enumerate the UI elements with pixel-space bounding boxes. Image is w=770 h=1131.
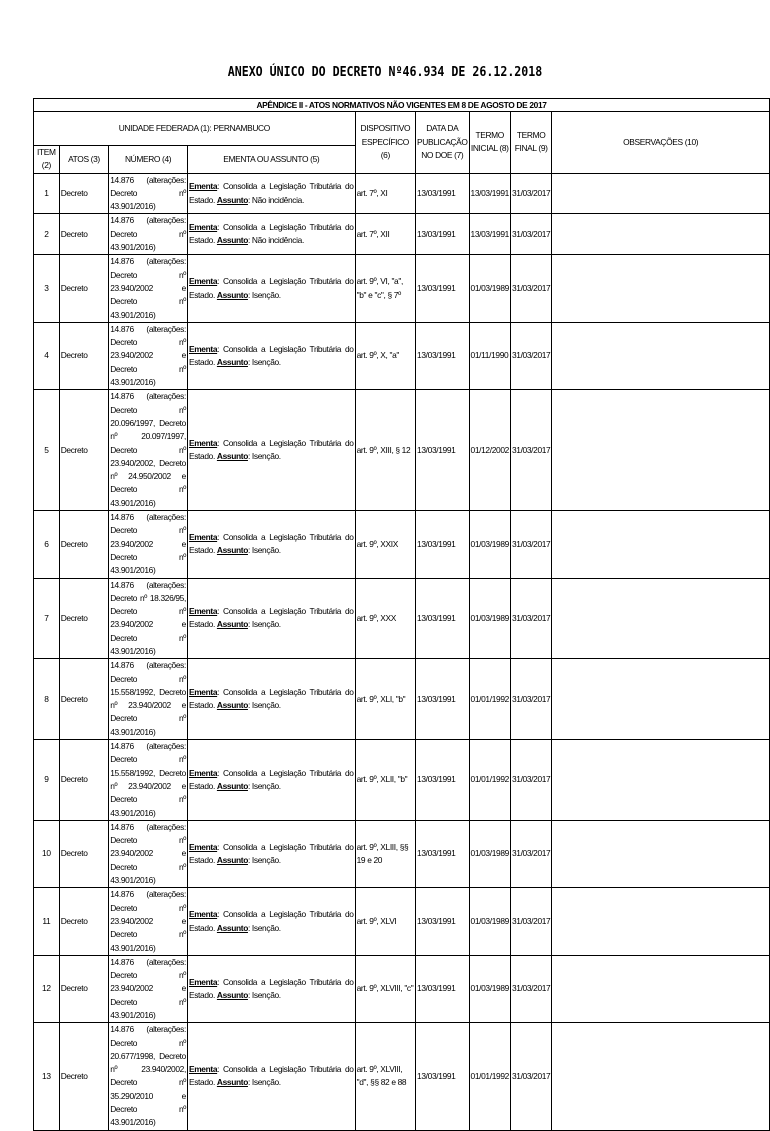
- termo-final-cell: 31/03/2017: [510, 820, 551, 887]
- ato-cell: Decreto: [59, 390, 109, 511]
- ementa-label: Ementa: [188, 606, 218, 617]
- header-row-top: [34, 112, 770, 146]
- termo-final-cell: 31/03/2017: [510, 214, 551, 255]
- ato-cell: Decreto: [59, 578, 109, 659]
- atos-table: [33, 98, 770, 1131]
- numero-cell: 14.876 (alterações: Decreto nº 18.326/95, Decreto nº 23.940/2002 e Decreto nº 43.901/2016): [109, 578, 188, 659]
- termo-final-cell: 31/03/2017: [510, 1023, 551, 1130]
- termo-final-cell: 31/03/2017: [510, 740, 551, 821]
- termo-final-cell: 31/03/2017: [510, 659, 551, 740]
- ementa-text: : Consolida a Legislação Tributária do Estado.: [188, 276, 354, 300]
- ementa-label: Ementa: [188, 909, 218, 920]
- termo-inicial-cell: 01/12/2002: [469, 390, 510, 511]
- termo-inicial-cell: 01/01/1992: [469, 1023, 510, 1130]
- dispositivo-cell: art. 9º, XLIII, §§ 19 e 20: [355, 820, 415, 887]
- dispositivo-header: DISPOSITIVO ESPECÍFICO (6): [355, 112, 415, 174]
- numero-cell: 14.876 (alterações: Decreto nº 23.940/2002 e Decreto nº 43.901/2016): [109, 888, 188, 955]
- ementa-text: : Consolida a Legislação Tributária do Estado.: [188, 767, 354, 791]
- item-cell: 1: [34, 173, 60, 214]
- termo-inicial-cell: 13/03/1991: [469, 173, 510, 214]
- data-publicacao-cell: 13/03/1991: [416, 820, 469, 887]
- assunto-label: Assunto: [216, 1077, 248, 1088]
- ementa-label: Ementa: [188, 222, 218, 233]
- observacoes-cell: [552, 888, 770, 955]
- appendix-row: [34, 99, 770, 112]
- ementa-text: : Consolida a Legislação Tributária do Estado.: [188, 437, 354, 462]
- table-row: [34, 255, 770, 322]
- termo-final-header: TERMO FINAL (9): [510, 112, 551, 174]
- numero-cell: 14.876 (alterações: Decreto nº 23.940/2002 e Decreto nº 43.901/2016): [109, 255, 188, 322]
- numero-header: NÚMERO (4): [109, 146, 188, 174]
- termo-inicial-cell: 01/03/1989: [469, 820, 510, 887]
- assunto-label: Assunto: [216, 545, 248, 556]
- assunto-text: : Não incidência.: [247, 194, 304, 205]
- appendix-title: APÊNDICE II - ATOS NORMATIVOS NÃO VIGENTES EM 8 DE AGOSTO DE 2017: [34, 99, 770, 112]
- termo-inicial-cell: 01/03/1989: [469, 255, 510, 322]
- assunto-label: Assunto: [216, 619, 248, 630]
- ementa-text: : Consolida a Legislação Tributária do Estado.: [188, 976, 354, 1001]
- assunto-text: : Isenção.: [247, 545, 281, 556]
- numero-cell: 14.876 (alterações: Decreto nº 23.940/2002 e Decreto nº 43.901/2016): [109, 511, 188, 578]
- numero-cell: 14.876 (alterações: Decreto nº 43.901/2016): [109, 173, 188, 214]
- dispositivo-cell: art. 9º, XLII, "b": [355, 740, 415, 821]
- termo-final-cell: 31/03/2017: [510, 578, 551, 659]
- dispositivo-cell: art. 9º, XLVI: [355, 888, 415, 955]
- table-row: [34, 740, 770, 821]
- termo-inicial-cell: 01/03/1989: [469, 578, 510, 659]
- numero-cell: 14.876 (alterações: Decreto nº 15.558/1992, Decreto nº 23.940/2002 e Decreto nº 43.901/2016): [109, 659, 188, 740]
- data-publicacao-cell: 13/03/1991: [416, 888, 469, 955]
- ato-cell: Decreto: [59, 214, 109, 255]
- ementa-cell: [187, 390, 355, 511]
- ementa-cell: [187, 888, 355, 955]
- ementa-label: Ementa: [188, 976, 218, 987]
- table-row: [34, 820, 770, 887]
- item-cell: 9: [34, 740, 60, 821]
- ementa-text: : Consolida a Legislação Tributária do Estado.: [188, 909, 354, 933]
- item-header: ITEM (2): [34, 146, 60, 174]
- observacoes-cell: [552, 659, 770, 740]
- ementa-text: : Consolida a Legislação Tributária do Estado.: [188, 531, 354, 556]
- data-publicacao-header: DATA DA PUBLICAÇÃO NO DOE (7): [416, 112, 469, 174]
- termo-inicial-cell: 01/01/1992: [469, 659, 510, 740]
- ementa-cell: [187, 511, 355, 578]
- ementa-cell: [187, 578, 355, 659]
- table-row: [34, 578, 770, 659]
- observacoes-cell: [552, 255, 770, 322]
- ato-cell: Decreto: [59, 255, 109, 322]
- assunto-label: Assunto: [216, 700, 248, 711]
- assunto-text: : Isenção.: [247, 922, 281, 933]
- ementa-cell: [187, 255, 355, 322]
- termo-inicial-header: TERMO INICIAL (8): [469, 112, 510, 174]
- dispositivo-cell: art. 9º, XXX: [355, 578, 415, 659]
- ementa-label: Ementa: [188, 181, 218, 192]
- assunto-label: Assunto: [216, 451, 248, 462]
- ementa-cell: [187, 820, 355, 887]
- dispositivo-cell: art. 7º, XII: [355, 214, 415, 255]
- table-row: [34, 322, 770, 389]
- table-row: [34, 511, 770, 578]
- termo-inicial-cell: 01/03/1989: [469, 888, 510, 955]
- ementa-text: : Consolida a Legislação Tributária do Estado.: [188, 1064, 354, 1088]
- assunto-text: : Isenção.: [247, 855, 281, 866]
- ato-cell: Decreto: [59, 511, 109, 578]
- assunto-text: : Não incidência.: [247, 235, 304, 246]
- data-publicacao-cell: 13/03/1991: [416, 322, 469, 389]
- data-publicacao-cell: 13/03/1991: [416, 511, 469, 578]
- data-publicacao-cell: 13/03/1991: [416, 578, 469, 659]
- assunto-text: : Isenção.: [247, 990, 281, 1001]
- assunto-label: Assunto: [216, 289, 248, 300]
- observacoes-cell: [552, 820, 770, 887]
- data-publicacao-cell: 13/03/1991: [416, 955, 469, 1022]
- dispositivo-cell: art. 7º, XI: [355, 173, 415, 214]
- observacoes-cell: [552, 740, 770, 821]
- observacoes-cell: [552, 511, 770, 578]
- item-cell: 6: [34, 511, 60, 578]
- numero-cell: 14.876 (alterações: Decreto nº 15.558/1992, Decreto nº 23.940/2002 e Decreto nº 43.901/2016): [109, 740, 188, 821]
- ementa-text: : Consolida a Legislação Tributária do Estado.: [188, 686, 354, 711]
- termo-inicial-cell: 13/03/1991: [469, 214, 510, 255]
- numero-cell: 14.876 (alterações: Decreto nº 23.940/2002 e Decreto nº 43.901/2016): [109, 322, 188, 389]
- assunto-text: : Isenção.: [247, 700, 281, 711]
- item-cell: 10: [34, 820, 60, 887]
- ementa-text: : Consolida a Legislação Tributária do Estado.: [188, 841, 354, 866]
- table-row: [34, 955, 770, 1022]
- numero-cell: 14.876 (alterações: Decreto nº 43.901/2016): [109, 214, 188, 255]
- dispositivo-cell: art. 9º, XLVIII, "c": [355, 955, 415, 1022]
- ementa-text: : Consolida a Legislação Tributária do Estado.: [188, 606, 354, 630]
- data-publicacao-cell: 13/03/1991: [416, 1023, 469, 1130]
- ementa-text: : Consolida a Legislação Tributária do Estado.: [188, 343, 354, 368]
- numero-cell: 14.876 (alterações: Decreto nº 23.940/2002 e Decreto nº 43.901/2016): [109, 820, 188, 887]
- table-body: [34, 173, 770, 1130]
- ementa-text: : Consolida a Legislação Tributária do Estado.: [188, 181, 354, 205]
- dispositivo-cell: art. 9º, XIII, § 12: [355, 390, 415, 511]
- observacoes-cell: [552, 322, 770, 389]
- ementa-cell: [187, 173, 355, 214]
- item-cell: 4: [34, 322, 60, 389]
- assunto-label: Assunto: [216, 194, 248, 205]
- table-row: [34, 1023, 770, 1130]
- assunto-text: : Isenção.: [247, 289, 281, 300]
- numero-cell: 14.876 (alterações: Decreto nº 23.940/2002 e Decreto nº 43.901/2016): [109, 955, 188, 1022]
- data-publicacao-cell: 13/03/1991: [416, 173, 469, 214]
- termo-inicial-cell: 01/03/1989: [469, 955, 510, 1022]
- atos-header: ATOS (3): [59, 146, 109, 174]
- ementa-label: Ementa: [188, 531, 218, 542]
- data-publicacao-cell: 13/03/1991: [416, 214, 469, 255]
- ato-cell: Decreto: [59, 955, 109, 1022]
- table-row: [34, 659, 770, 740]
- observacoes-header: OBSERVAÇÕES (10): [552, 112, 770, 174]
- ementa-cell: [187, 659, 355, 740]
- table-row: [34, 390, 770, 511]
- dispositivo-cell: art. 9º, XXIX: [355, 511, 415, 578]
- ementa-cell: [187, 955, 355, 1022]
- table-row: [34, 214, 770, 255]
- ementa-cell: [187, 322, 355, 389]
- data-publicacao-cell: 13/03/1991: [416, 740, 469, 821]
- ementa-label: Ementa: [188, 343, 218, 354]
- observacoes-cell: [552, 173, 770, 214]
- numero-cell: 14.876 (alterações: Decreto nº 20.677/1998, Decreto nº 23.940/2002, Decreto nº 35.290/2010 e Decreto nº 43.901/2016): [109, 1023, 188, 1130]
- ato-cell: Decreto: [59, 322, 109, 389]
- observacoes-cell: [552, 955, 770, 1022]
- item-cell: 11: [34, 888, 60, 955]
- termo-final-cell: 31/03/2017: [510, 173, 551, 214]
- termo-final-cell: 31/03/2017: [510, 390, 551, 511]
- assunto-text: : Isenção.: [247, 1077, 281, 1088]
- table-row: [34, 173, 770, 214]
- page-title: ANEXO ÚNICO DO DECRETO Nº46.934 DE 26.12.2018: [227, 64, 543, 80]
- termo-final-cell: 31/03/2017: [510, 511, 551, 578]
- termo-inicial-cell: 01/03/1989: [469, 511, 510, 578]
- ementa-cell: [187, 214, 355, 255]
- ementa-header: EMENTA OU ASSUNTO (5): [187, 146, 355, 174]
- ato-cell: Decreto: [59, 888, 109, 955]
- assunto-label: Assunto: [216, 855, 248, 866]
- termo-final-cell: 31/03/2017: [510, 888, 551, 955]
- data-publicacao-cell: 13/03/1991: [416, 659, 469, 740]
- unidade-federada-header: UNIDADE FEDERADA (1): PERNAMBUCO: [34, 112, 356, 146]
- assunto-label: Assunto: [216, 357, 248, 368]
- ementa-label: Ementa: [188, 437, 218, 448]
- ementa-label: Ementa: [188, 1064, 218, 1075]
- ementa-label: Ementa: [188, 767, 218, 778]
- ato-cell: Decreto: [59, 1023, 109, 1130]
- ementa-cell: [187, 1023, 355, 1130]
- item-cell: 13: [34, 1023, 60, 1130]
- item-cell: 7: [34, 578, 60, 659]
- ato-cell: Decreto: [59, 820, 109, 887]
- data-publicacao-cell: 13/03/1991: [416, 255, 469, 322]
- observacoes-cell: [552, 390, 770, 511]
- dispositivo-cell: art. 9º, XLVIII, "d", §§ 82 e 88: [355, 1023, 415, 1130]
- assunto-text: : Isenção.: [247, 357, 281, 368]
- ementa-label: Ementa: [188, 276, 218, 287]
- termo-final-cell: 31/03/2017: [510, 255, 551, 322]
- ato-cell: Decreto: [59, 173, 109, 214]
- observacoes-cell: [552, 214, 770, 255]
- table-row: [34, 888, 770, 955]
- termo-inicial-cell: 01/11/1990: [469, 322, 510, 389]
- ato-cell: Decreto: [59, 740, 109, 821]
- observacoes-cell: [552, 578, 770, 659]
- assunto-text: : Isenção.: [247, 780, 281, 791]
- numero-cell: 14.876 (alterações: Decreto nº 20.096/1997, Decreto nº 20.097/1997, Decreto nº 23.940/2002, Decreto nº 24.950/2002 e Decreto nº 43.901/2016): [109, 390, 188, 511]
- assunto-text: : Isenção.: [247, 451, 281, 462]
- ato-cell: Decreto: [59, 659, 109, 740]
- termo-final-cell: 31/03/2017: [510, 322, 551, 389]
- data-publicacao-cell: 13/03/1991: [416, 390, 469, 511]
- termo-inicial-cell: 01/01/1992: [469, 740, 510, 821]
- observacoes-cell: [552, 1023, 770, 1130]
- assunto-label: Assunto: [216, 235, 248, 246]
- termo-final-cell: 31/03/2017: [510, 955, 551, 1022]
- assunto-label: Assunto: [216, 990, 248, 1001]
- item-cell: 12: [34, 955, 60, 1022]
- dispositivo-cell: art. 9º, XLI, "b": [355, 659, 415, 740]
- item-cell: 8: [34, 659, 60, 740]
- dispositivo-cell: art. 9º, X, "a": [355, 322, 415, 389]
- assunto-text: : Isenção.: [247, 619, 281, 630]
- item-cell: 2: [34, 214, 60, 255]
- ementa-text: : Consolida a Legislação Tributária do Estado.: [188, 222, 354, 246]
- ementa-cell: [187, 740, 355, 821]
- item-cell: 3: [34, 255, 60, 322]
- ementa-label: Ementa: [188, 686, 218, 697]
- assunto-label: Assunto: [216, 780, 248, 791]
- item-cell: 5: [34, 390, 60, 511]
- dispositivo-cell: art. 9º, VI, "a", "b" e "c", § 7º: [355, 255, 415, 322]
- assunto-label: Assunto: [216, 922, 248, 933]
- ementa-label: Ementa: [188, 841, 218, 852]
